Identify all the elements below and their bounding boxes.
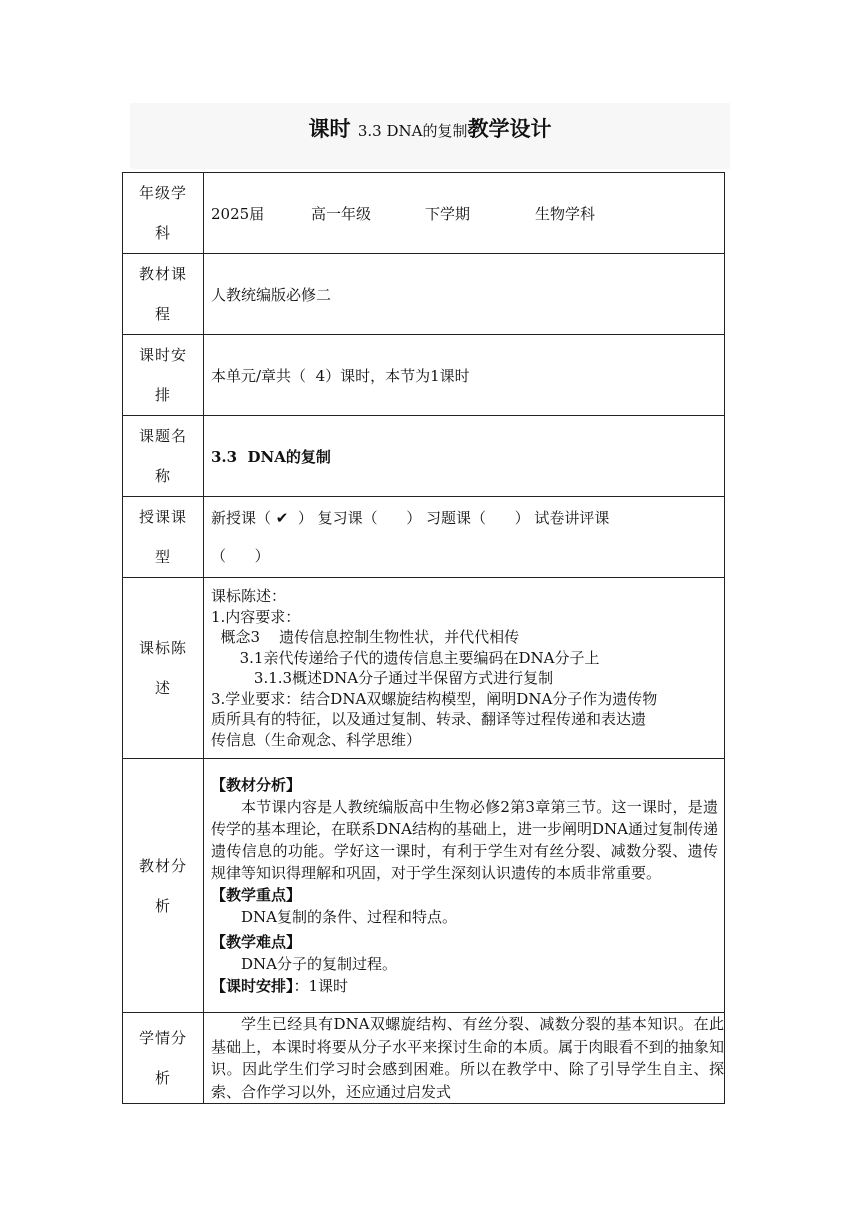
label-line: 课标陈 (138, 639, 187, 657)
value-analysis (204, 759, 725, 1013)
label-line: 课题名 (138, 427, 187, 445)
row-students (123, 1013, 725, 1104)
label-schedule (123, 335, 204, 416)
value-topic: 3.3 DNA的复制 (204, 416, 725, 497)
title-suffix: 教学设计 (467, 116, 552, 141)
grade-subject: 生物学科 (535, 204, 596, 223)
label-analysis (123, 759, 204, 1013)
label-line: 型 (154, 548, 171, 566)
label-line: 课时安 (138, 346, 187, 364)
value-schedule: 本单元/章共（ 4）课时，本节为1课时 (204, 335, 725, 416)
page-title (130, 113, 730, 143)
label-students (123, 1013, 204, 1104)
value-textbook: 人教统编版必修二 (204, 254, 725, 335)
value-students: 学生已经具有DNA双螺旋结构、有丝分裂、减数分裂的基本知识。在此基础上，本课时将要从分子水平来探讨生命的本质。属于肉眼看不到的抽象知识。因此学生们学习时会感到困难。所以在教学中、除了引导学生自主、探索、合作学习以外，还应通过启发式 (204, 1013, 725, 1104)
label-line: 年级学 (138, 184, 187, 202)
label-standard (123, 578, 204, 759)
section-heading: 【教学重点】 (211, 886, 302, 904)
row-analysis (123, 759, 725, 1013)
label-line: 教材课 (138, 265, 187, 283)
schedule-text: ：1课时 (293, 977, 349, 995)
label-line: 科 (154, 224, 171, 242)
standard-line: 传信息（生命观念、科学思维） (211, 730, 422, 749)
row-schedule (123, 335, 725, 416)
difficulty-text: DNA分子的复制过程。 (241, 955, 397, 973)
standard-line: 课标陈述： (211, 587, 287, 605)
label-line: 称 (154, 467, 171, 485)
key-point-text: DNA复制的条件、过程和特点。 (241, 908, 457, 926)
value-standard (204, 578, 725, 759)
grade-term: 下学期 (425, 204, 471, 223)
section-heading: 【教材分析】 (211, 776, 302, 794)
type-line: 新授课（ ✔ ） 复习课（ ） 习题课（ ） 试卷讲评课 (211, 509, 610, 527)
value-type (204, 497, 725, 578)
standard-line: 概念3 遗传信息控制生物性状，并代代相传 (211, 628, 520, 646)
section-heading: 【课时安排】 (211, 977, 294, 995)
standard-line: 3.学业要求：结合DNA双螺旋结构模型，阐明DNA分子作为遗传物 (211, 689, 658, 708)
row-grade (123, 173, 725, 254)
grade-year: 2025届 (211, 204, 265, 223)
label-textbook (123, 254, 204, 335)
row-standard (123, 578, 725, 759)
label-topic (123, 416, 204, 497)
row-topic (123, 416, 725, 497)
standard-line: 3.1亲代传递给子代的遗传信息主要编码在DNA分子上 (211, 648, 600, 667)
row-type (123, 497, 725, 578)
grade-level: 高一年级 (311, 204, 372, 223)
label-type (123, 497, 204, 578)
type-line: （ ） (211, 547, 270, 565)
label-line: 教材分 (138, 856, 187, 875)
label-line: 学情分 (138, 1029, 187, 1047)
title-prefix: 课时 (308, 116, 351, 141)
standard-line: 3.1.3概述DNA分子通过半保留方式进行复制 (211, 669, 554, 687)
label-line: 程 (154, 305, 171, 323)
standard-line: 1.内容要求： (211, 607, 301, 626)
lesson-plan-table (122, 172, 725, 1104)
standard-line: 质所具有的特征，以及通过复制、转录、翻译等过程传递和表达遗 (211, 710, 647, 728)
analysis-paragraph: 本节课内容是人教统编版高中生物必修2第3章第三节。这一课时，是遗传学的基本理论，在联系DNA结构的基础上，进一步阐明DNA通过复制传递遗传信息的功能。学好这一课时，有利于学生对有丝分裂、减数分裂、遗传规律等知识得理解和巩固，对于学生深刻认识遗传的本质非常重要。 (211, 798, 718, 882)
label-line: 授课课 (138, 508, 187, 526)
label-line: 析 (154, 896, 171, 915)
label-line: 析 (154, 1069, 171, 1087)
label-line: 排 (154, 386, 171, 404)
label-line: 述 (154, 679, 171, 697)
row-textbook (123, 254, 725, 335)
value-grade (204, 173, 725, 254)
section-heading: 【教学难点】 (211, 933, 302, 951)
title-topic: 3.3 DNA的复制 (357, 122, 468, 140)
label-grade (123, 173, 204, 254)
